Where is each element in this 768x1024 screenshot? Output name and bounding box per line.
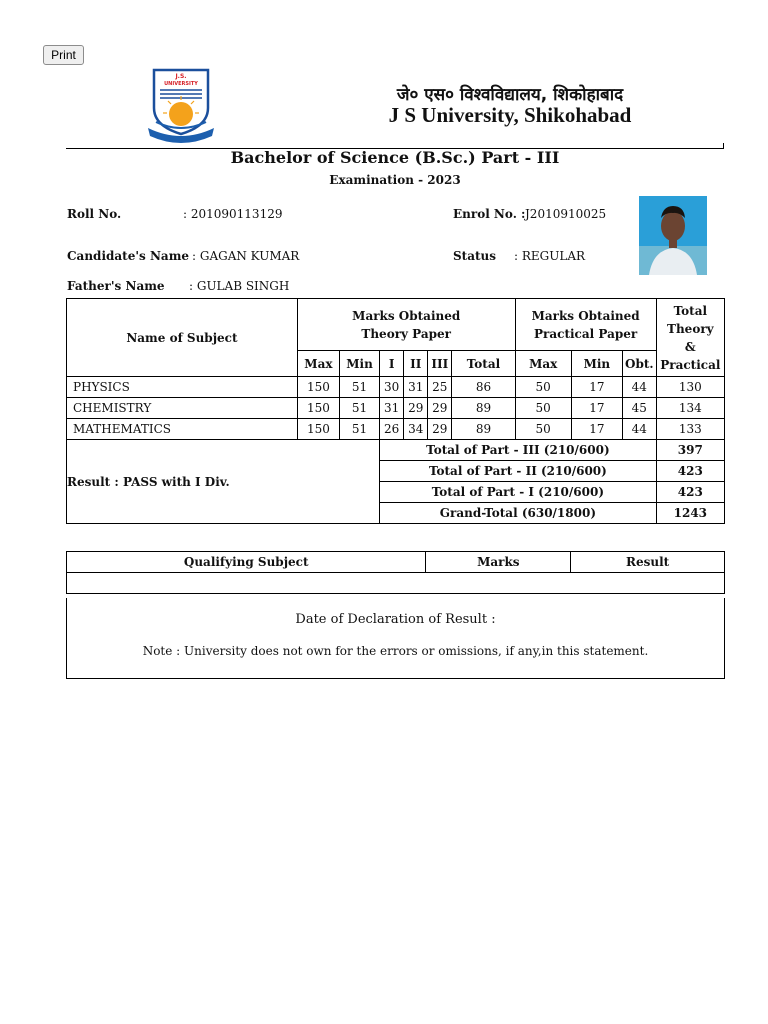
- theory-min: 51: [339, 398, 379, 419]
- total-label: Total of Part - III (210/600): [380, 440, 657, 461]
- paper-2-header: II: [404, 351, 428, 377]
- theory-total: 89: [452, 398, 515, 419]
- paper-1-marks: 30: [380, 377, 404, 398]
- disclaimer-note: Note : University does not own for the errors or omissions, if any,in this statement.: [142, 644, 649, 658]
- subject-header: Name of Subject: [67, 299, 298, 377]
- practical-max-header: Max: [515, 351, 571, 377]
- university-name-english: J S University, Shikohabad: [388, 103, 632, 127]
- qualifying-result-header: Result: [571, 552, 725, 573]
- table-row: [67, 419, 725, 440]
- total-label: Total of Part - II (210/600): [380, 461, 657, 482]
- subject-grand-total: 133: [656, 419, 724, 440]
- candidate-name-label: Candidate's Name: [67, 249, 190, 263]
- theory-min: 51: [339, 419, 379, 440]
- paper-2-marks: 34: [404, 419, 428, 440]
- practical-max: 50: [515, 377, 571, 398]
- subject-name: CHEMISTRY: [67, 398, 298, 419]
- practical-min-header: Min: [571, 351, 622, 377]
- paper-1-header: I: [380, 351, 404, 377]
- father-name-label: Father's Name: [67, 279, 165, 293]
- qualifying-empty-row: [67, 573, 725, 594]
- candidate-photo: [639, 196, 707, 275]
- status-label: Status: [453, 249, 497, 263]
- status-value: : REGULAR: [514, 249, 586, 263]
- theory-min-header: Min: [339, 351, 379, 377]
- candidate-name-value: : GAGAN KUMAR: [192, 249, 300, 263]
- grand-total-label: Grand-Total (630/1800): [380, 503, 657, 524]
- print-button[interactable]: Print: [43, 45, 84, 65]
- practical-min: 17: [571, 398, 622, 419]
- subject-name: PHYSICS: [67, 377, 298, 398]
- paper-1-marks: 26: [380, 419, 404, 440]
- table-row: [67, 377, 725, 398]
- result-text: Result : PASS with I Div.: [67, 440, 380, 524]
- subject-name: MATHEMATICS: [67, 419, 298, 440]
- theory-max: 150: [297, 398, 339, 419]
- theory-max-header: Max: [297, 351, 339, 377]
- practical-min: 17: [571, 419, 622, 440]
- roll-no-value: : 201090113129: [183, 207, 283, 221]
- paper-2-marks: 29: [404, 398, 428, 419]
- practical-obt-header: Obt.: [622, 351, 656, 377]
- qualifying-subject-header: Qualifying Subject: [67, 552, 426, 573]
- declaration-date: Date of Declaration of Result :: [295, 612, 496, 627]
- practical-header: Marks Obtained Practical Paper: [515, 299, 656, 351]
- paper-1-marks: 31: [380, 398, 404, 419]
- university-name-hindi: जे० एस० विश्वविद्यालय, शिकोहाबाद: [396, 85, 624, 105]
- theory-max: 150: [297, 377, 339, 398]
- logo-text-main: UNIVERSITY: [164, 81, 198, 87]
- practical-obt: 45: [622, 398, 656, 419]
- qualifying-marks-header: Marks: [426, 552, 571, 573]
- total-value: 423: [656, 461, 724, 482]
- declaration-box: [66, 598, 725, 679]
- paper-3-header: III: [428, 351, 452, 377]
- total-value: 423: [656, 482, 724, 503]
- paper-3-marks: 25: [428, 377, 452, 398]
- subject-grand-total: 134: [656, 398, 724, 419]
- paper-3-marks: 29: [428, 419, 452, 440]
- paper-2-marks: 31: [404, 377, 428, 398]
- theory-min: 51: [339, 377, 379, 398]
- table-row: [67, 398, 725, 419]
- father-name-value: : GULAB SINGH: [189, 279, 290, 293]
- examination-title: Examination - 2023: [329, 173, 461, 187]
- enrol-no-label: Enrol No. :: [453, 207, 526, 221]
- practical-obt: 44: [622, 377, 656, 398]
- total-label: Total of Part - I (210/600): [380, 482, 657, 503]
- subject-grand-total: 130: [656, 377, 724, 398]
- theory-max: 150: [297, 419, 339, 440]
- course-title: Bachelor of Science (B.Sc.) Part - III: [230, 148, 560, 167]
- paper-3-marks: 29: [428, 398, 452, 419]
- marks-table: [66, 298, 725, 524]
- total-header: Total Theory & Practical: [656, 299, 724, 377]
- theory-header: Marks Obtained Theory Paper: [297, 299, 515, 351]
- enrol-no-value: J2010910025: [525, 207, 607, 221]
- practical-min: 17: [571, 377, 622, 398]
- grand-total-value: 1243: [656, 503, 724, 524]
- logo-text-top: J.S.: [175, 73, 187, 80]
- qualifying-table: [66, 551, 725, 594]
- theory-total: 89: [452, 419, 515, 440]
- practical-max: 50: [515, 419, 571, 440]
- total-value: 397: [656, 440, 724, 461]
- university-logo: [146, 64, 216, 148]
- practical-obt: 44: [622, 419, 656, 440]
- theory-total: 86: [452, 377, 515, 398]
- theory-total-header: Total: [452, 351, 515, 377]
- roll-no-label: Roll No.: [67, 207, 122, 221]
- practical-max: 50: [515, 398, 571, 419]
